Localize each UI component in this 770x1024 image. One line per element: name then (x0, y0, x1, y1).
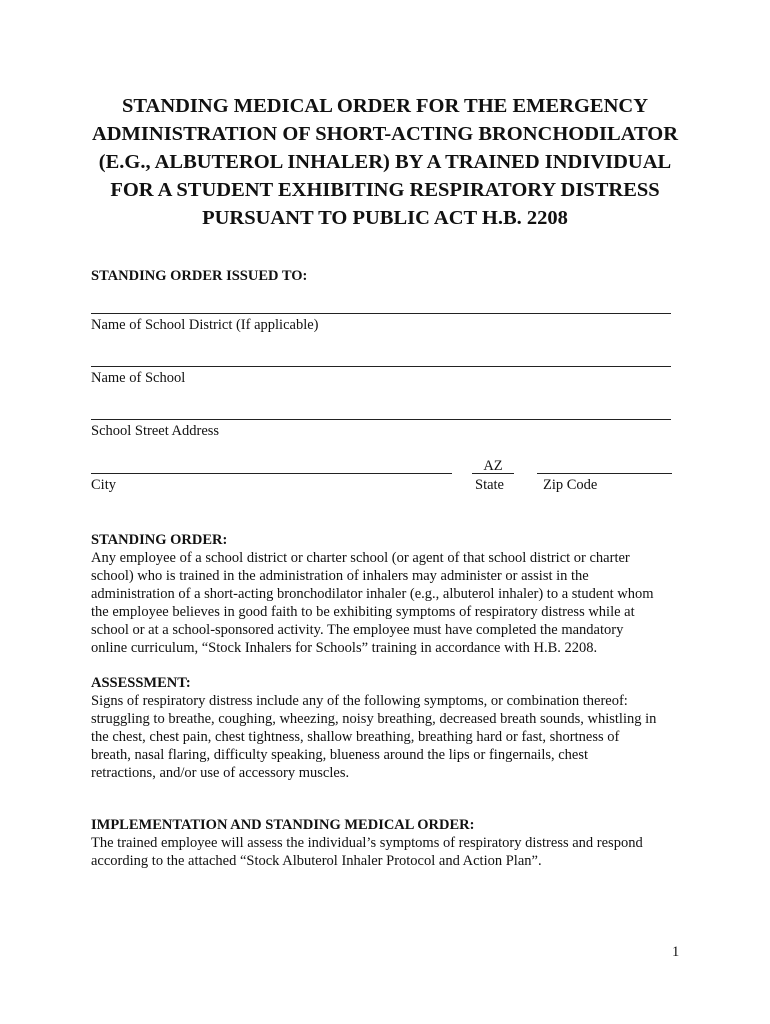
text-line: school or at a school-sponsored activity. The employee must have completed the mandatory (91, 622, 624, 638)
text-line: breath, nasal flaring, difficulty speaking, blueness around the lips or fingernails, chest (91, 747, 589, 763)
text-line: Any employee of a school district or charter school (or agent of that school district or charter (91, 550, 630, 566)
title-line: ADMINISTRATION OF SHORT-ACTING BRONCHODILATOR (91, 123, 679, 145)
zip-line[interactable] (537, 473, 672, 474)
school-name-label: Name of School (91, 370, 186, 386)
city-line[interactable] (91, 473, 452, 474)
text-line: according to the attached “Stock Albuterol Inhaler Protocol and Action Plan”. (91, 853, 542, 869)
standing-order-section (91, 531, 691, 657)
city-label: City (91, 477, 116, 493)
text-line: retractions, and/or use of accessory muscles. (91, 765, 350, 781)
page-number: 1 (672, 944, 680, 960)
standing-order-text (91, 549, 691, 657)
assessment-section (91, 674, 691, 782)
street-address-label: School Street Address (91, 423, 220, 439)
text-line: The trained employee will assess the individual’s symptoms of respiratory distress and respond (91, 835, 643, 851)
school-district-label: Name of School District (If applicable) (91, 317, 319, 333)
text-line: struggling to breathe, coughing, wheezing, noisy breathing, decreased breath sounds, whistling in (91, 711, 657, 727)
school-name-line[interactable] (91, 366, 671, 367)
text-line: the chest, chest pain, chest tightness, shallow breathing, breathing hard or fast, shortness of (91, 729, 620, 745)
implementation-section (91, 816, 691, 870)
text-line: online curriculum, “Stock Inhalers for Schools” training in accordance with H.B. 2208. (91, 640, 598, 656)
text-line: administration of a short-acting bronchodilator inhaler (e.g., albuterol inhaler) to a student whom (91, 586, 654, 602)
state-line[interactable] (472, 473, 514, 474)
document-title (60, 92, 710, 232)
title-line: FOR A STUDENT EXHIBITING RESPIRATORY DISTRESS (110, 179, 660, 201)
state-value[interactable]: AZ (483, 458, 503, 474)
state-label: State (475, 477, 504, 493)
text-line: Signs of respiratory distress include any of the following symptoms, or combination thereof: (91, 693, 628, 709)
standing-order-heading: STANDING ORDER: (91, 532, 228, 548)
text-line: school) who is trained in the administration of inhalers may administer or assist in the (91, 568, 589, 584)
school-district-line[interactable] (91, 313, 671, 314)
title-line: PURSUANT TO PUBLIC ACT H.B. 2208 (202, 207, 568, 229)
street-address-line[interactable] (91, 419, 671, 420)
implementation-heading: IMPLEMENTATION AND STANDING MEDICAL ORDER: (91, 817, 475, 833)
title-line: STANDING MEDICAL ORDER FOR THE EMERGENCY (121, 95, 649, 117)
issued-to-heading: STANDING ORDER ISSUED TO: (91, 268, 308, 284)
assessment-text (91, 692, 691, 782)
zip-label: Zip Code (543, 477, 598, 493)
implementation-text (91, 834, 691, 870)
assessment-heading: ASSESSMENT: (91, 675, 191, 691)
text-line: the employee believes in good faith to be exhibiting symptoms of respiratory distress while at (91, 604, 635, 620)
title-line: (E.G., ALBUTEROL INHALER) BY A TRAINED INDIVIDUAL (98, 151, 672, 173)
